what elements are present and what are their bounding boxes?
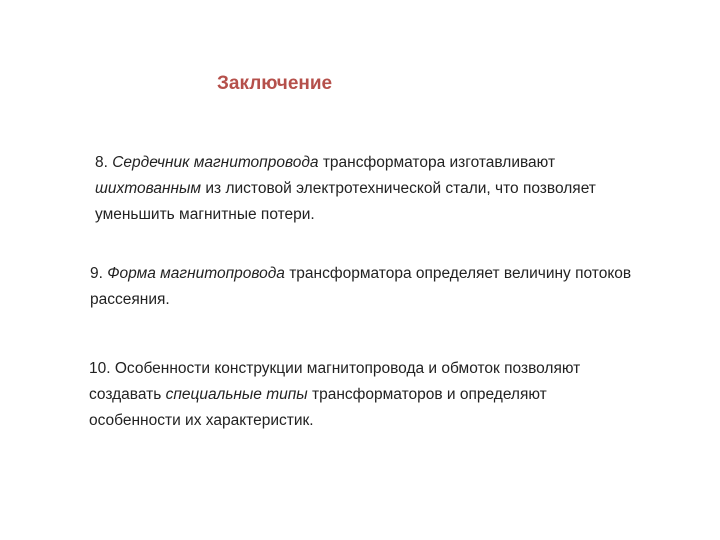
text-run: из листовой электротехнической стали, что позволяет <box>201 180 596 197</box>
italic-term: специальные типы <box>165 386 308 403</box>
item-number: 8. <box>95 154 113 171</box>
italic-term: Сердечник магнитопровода <box>112 154 319 171</box>
paragraph-8-line-1 <box>95 150 655 176</box>
paragraph-8 <box>95 150 655 228</box>
paragraph-10-line-2 <box>89 382 669 408</box>
text-run: трансформатора определяет величину потоков <box>284 265 632 282</box>
paragraph-10-line-1: 10. Особенности конструкции магнитопровода и обмоток позволяют <box>89 360 581 377</box>
italic-term: Форма магнитопровода <box>107 265 285 282</box>
paragraph-9-line-2: рассеяния. <box>90 291 170 308</box>
text-run: трансформатора изготавливают <box>318 154 556 171</box>
slide-title: Заключение <box>217 73 333 94</box>
paragraph-8-line-2 <box>95 176 655 202</box>
paragraph-9 <box>90 261 690 313</box>
text-run: создавать <box>89 386 166 403</box>
paragraph-8-line-3: уменьшить магнитные потери. <box>95 206 315 223</box>
paragraph-9-line-1 <box>90 261 690 287</box>
paragraph-10-line-3: особенности их характеристик. <box>89 412 314 429</box>
italic-term: шихтованным <box>95 180 202 197</box>
item-number: 9. <box>90 265 108 282</box>
text-run: трансформаторов и определяют <box>307 386 547 403</box>
paragraph-10 <box>89 356 669 434</box>
